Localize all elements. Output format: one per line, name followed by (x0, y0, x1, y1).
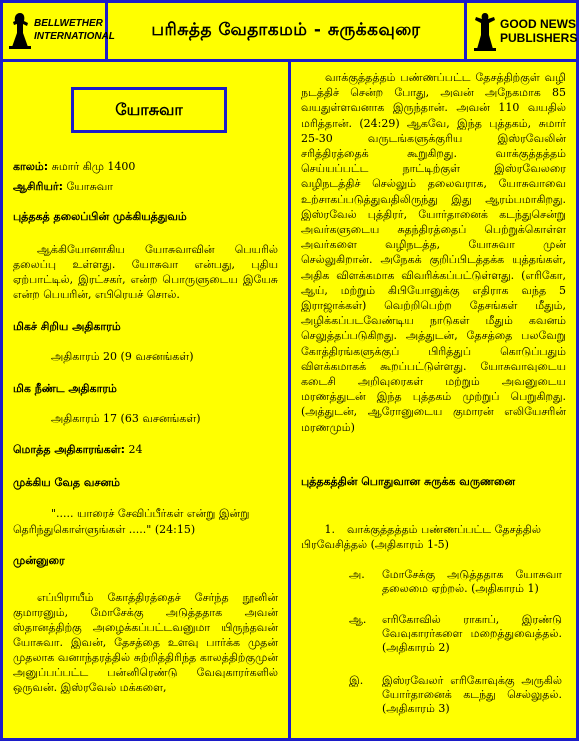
period-value: சுமார் கிமு 1400 (51, 160, 136, 173)
shortest-value: அதிகாரம் 20 (9 வசனங்கள்) (51, 350, 194, 363)
outline-item-1-number: 1. (324, 523, 335, 536)
good-news-logo (472, 11, 577, 51)
outline-sub-marker: ஆ. (349, 613, 367, 626)
continued-text: வாக்குத்தத்தம் பண்ணப்பட்ட தேசத்திற்குள் வழி நடத்திச் சென்ற போது, அவன் அநேகமாக 85 வயதுள்ளவனாக இருந்தான். அவன் 110 வயதில் மரித்தான். (24:29) ஆகவே, இந்த புத்தகம், சுமார் 25-30 வருடங்களுக்குரிய இஸ்ரவேலின் சரித்திரத்தைக் கூறுகிறது. வாக்குத்தத்தம் செய்யப்பட்ட நாட்டிற்குள் இஸ்ரவேலரை வழிநடத்திச் செல்லும் தலைவராக, யோசுவாவை உற்சாகப்படுத்துவதிலிருந்து இது ஆரம்பமாகிறது. இஸ்ரவேல் புத்திரர், யோர்தானைக் கடந்துசென்று அவர்களுடைய சுதந்திரத்தைப் பெற்றுக்கொள்ள அவர்களை வழிநடத்த, யோசுவா முன் செல்லுகிறான். அநேகக் குறிப்பிடத்தக்க யுத்தங்கள், அதிக விளக்கமாக விவரிக்கப்பட்டுள்ளது. (எரிகோ, ஆய், மற்றும் கிபியோனுக்கு எதிராக வந்த 5 இராஜாக்கள்) வெற்றிபெற்ற தேசங்கள் மீதும், அழிக்கப்படவேண்டிய நாடுகள் மீதும் கவனம் செலுத்தப்படுகிறது. அத்துடன், தேசத்தை பலவேறு கோத்திரங்களுக்குப் பிரித்துப் கொடுப்பதும் விளக்கமாகக் கூறப்பட்டுள்ளது. யோசுவாவுடைய கடைசி அறிவுரைகள் மற்றும் அவனுடைய மரணத்துடன் இந்த புத்தகம் முற்றுப் பெறுகிறது. (அத்துடன், ஆரோனுடைய குமாரன் எலியேசரின் மரணமும்) (301, 71, 566, 434)
outline-sub-text: இஸ்ரவேலர் எரிகோவுக்கு அருகில் யோர்தானைக் கடந்து செல்லுதல். (அதிகாரம் 3) (382, 674, 562, 715)
total-row (13, 443, 143, 457)
author-value: யோசுவா (66, 180, 113, 193)
intro-text: எப்பிராயீம் கோத்திரத்தைச் சேர்ந்த நூனின் குமாரனும், மோசேக்கு அடுத்ததாக அவன் ஸ்தானத்திற்கு அழைக்கப்பட்டவனுமா யிருந்தவன் யோசுவா. இவன், தேசத்தை உளவு பார்க்க முதன் முதலாக வனாந்தரத்தில் சுற்றித்திரிந்த காலத்திற்குமுன் அனுப்பப்பட்ட பன்னிரெண்டு வேவுகாரர்களில் ஒருவன். இஸ்ரவேல் மக்களை, (13, 591, 278, 694)
name-heading: புத்தகத் தலைப்பின் முக்கியத்துவம் (13, 210, 187, 223)
page-title: பரிசுத்த வேதாகமம் - சுருக்கவுரை (151, 20, 421, 40)
author-row (13, 180, 113, 194)
outline-sub-item (349, 613, 564, 663)
header-bar (0, 0, 579, 62)
total-label: மொத்த அதிகாரங்கள்: (13, 443, 126, 456)
total-value: 24 (128, 443, 143, 456)
shortest-heading: மிகச் சிறிய அதிகாரம் (13, 320, 121, 333)
bell-figure-icon (8, 11, 32, 49)
left-logo-line1: BELLWETHER (34, 18, 103, 29)
bellwether-logo (8, 11, 115, 49)
key-verse-heading: முக்கிய வேத வசனம் (13, 476, 120, 489)
book-title: யோசுவா (115, 100, 183, 119)
outline-sub-item (349, 568, 564, 608)
intro-heading: முன்னுரை (13, 554, 65, 567)
author-label: ஆசிரியர்: (13, 180, 64, 193)
key-verse-line2: தெரிந்துகொள்ளுங்கள் ....." (24:15) (13, 523, 196, 536)
outline-item-1 (301, 522, 566, 552)
name-text: ஆக்கியோனாகிய யோசுவாவின் பெயரில் தலைப்பு உள்ளது. யோசுவா என்பது, புதிய ஏற்பாட்டில், இரட்சகர், என்ற பொருளுடைய இயேசு என்ற பெயரின், எபிரெயச் சொல். (13, 243, 278, 301)
outline-item-1-text: வாக்குத்தத்தம் பண்ணப்பட்ட தேசத்தில் பிரவேசித்தல் (அதிகாரம் 1-5) (301, 523, 541, 551)
column-divider (288, 62, 291, 741)
outline-heading: புத்தகத்தின் பொதுவான சுருக்க வருணனை (301, 475, 516, 488)
right-logo-line1: GOOD NEWS (500, 17, 577, 31)
key-verse-line1: "..... யாரைச் சேவிப்பீர்கள் என்று இன்று (51, 507, 250, 520)
longest-heading: மிக நீண்ட அதிகாரம் (13, 382, 117, 395)
right-logo-line2: PUBLISHERS (500, 31, 578, 45)
header-right-cell (467, 0, 579, 62)
period-row (13, 160, 135, 174)
herald-figure-icon (472, 11, 498, 51)
outline-sub-marker: அ. (349, 568, 365, 581)
period-label: காலம்: (13, 160, 49, 173)
left-logo-line2: INTERNATIONAL (34, 31, 115, 42)
longest-value: அதிகாரம் 17 (63 வசனங்கள்) (51, 412, 201, 425)
header-title-cell (108, 0, 467, 62)
outline-sub-item (349, 674, 564, 724)
outline-sub-marker: இ. (349, 674, 364, 687)
header-left-cell (0, 0, 115, 62)
book-title-box (71, 87, 227, 133)
outline-sub-text: மோசேக்கு அடுத்ததாக யோசுவா தலைமை ஏற்றல். (அதிகாரம் 1) (382, 568, 562, 595)
outline-sub-text: எரிகோவில் ராகாப், இரண்டு வேவுகாரர்களை மறைத்துவைத்தல். (அதிகாரம் 2) (382, 613, 562, 654)
